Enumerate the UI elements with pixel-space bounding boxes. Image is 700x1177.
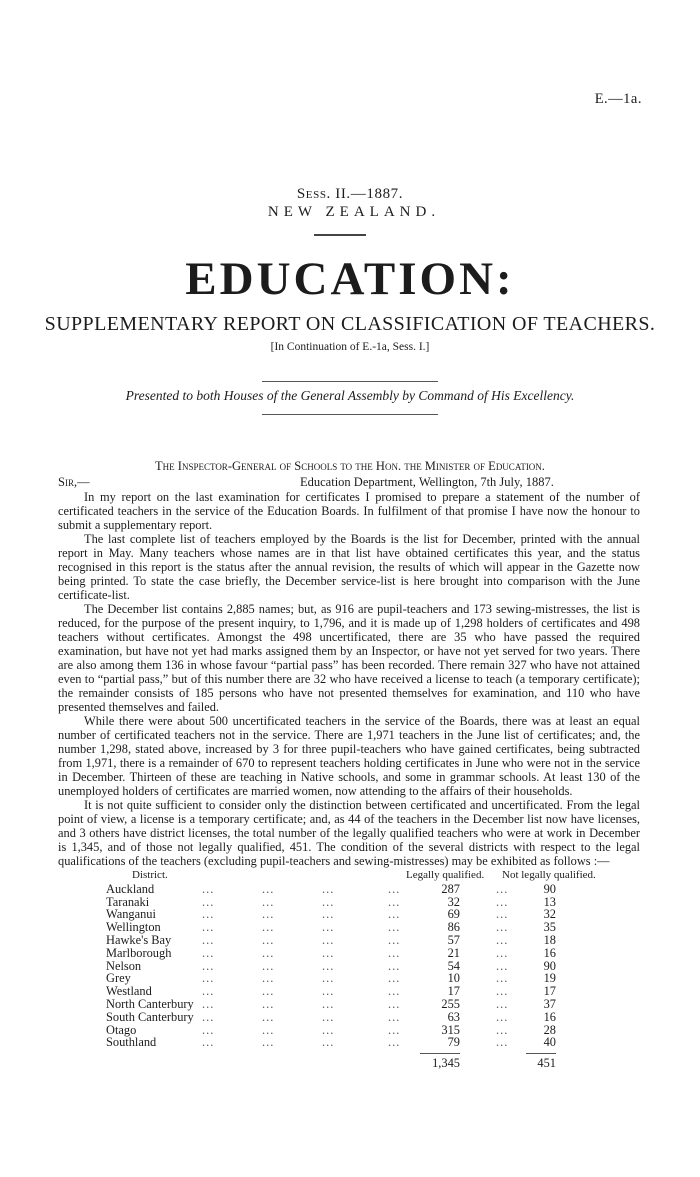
- letter-body: [58, 490, 640, 868]
- leader-dots: ...: [262, 932, 275, 947]
- document-subtitle: SUPPLEMENTARY REPORT ON CLASSIFICATION OF TEACHERS.: [44, 313, 656, 335]
- table-row: [106, 984, 596, 997]
- leader-dots: ...: [322, 907, 335, 922]
- leader-dots: ...: [322, 920, 335, 935]
- legally-qualified-value: 54: [447, 958, 460, 973]
- district-name: North Canterbury: [106, 996, 194, 1011]
- leader-dots: ...: [322, 1035, 335, 1050]
- title-divider: [314, 234, 366, 236]
- leader-dots: ...: [262, 945, 275, 960]
- table-header: [106, 869, 596, 882]
- paragraph: The last complete list of teachers employed by the Boards is the list for December, printed with the annual report in May. Many teachers whose names are in that list have obtained certificates this year, and the status recognised in this report is the status after the annual revision, the results of which will appear in the Gazette now being printed. To state the case briefly, the December service-list is here brought into comparison with the June certificate-list.: [58, 532, 640, 602]
- leader-dots: ...: [262, 1009, 275, 1024]
- leader-dots: ...: [262, 1022, 275, 1037]
- not-legally-qualified-value: 13: [543, 894, 556, 909]
- leader-dots: ...: [202, 894, 215, 909]
- leader-dots: ...: [322, 894, 335, 909]
- table-row: [106, 946, 596, 959]
- document-title: EDUCATION:: [185, 253, 515, 305]
- leader-dots: ...: [262, 958, 275, 973]
- not-legally-qualified-value: 90: [543, 881, 556, 896]
- leader-dots: ...: [388, 881, 401, 896]
- presented-rule-bottom: [262, 414, 438, 415]
- legally-qualified-value: 63: [447, 1009, 460, 1024]
- not-legally-qualified-value: 28: [543, 1022, 556, 1037]
- district-name: Taranaki: [106, 894, 150, 909]
- legally-qualified-value: 10: [447, 971, 460, 986]
- not-legally-qualified-value: 32: [543, 907, 556, 922]
- legally-qualified-value: 287: [441, 881, 460, 896]
- district-name: Marlborough: [106, 945, 172, 960]
- leader-dots: ...: [202, 1035, 215, 1050]
- not-legally-qualified-value: 16: [543, 1009, 556, 1024]
- leader-dots: ...: [496, 932, 509, 947]
- table-row: [106, 907, 596, 920]
- leader-dots: ...: [388, 894, 401, 909]
- leader-dots: ...: [202, 958, 215, 973]
- not-legally-qualified-value: 35: [543, 920, 556, 935]
- leader-dots: ...: [496, 920, 509, 935]
- leader-dots: ...: [496, 971, 509, 986]
- leader-dots: ...: [202, 1009, 215, 1024]
- leader-dots: ...: [322, 1009, 335, 1024]
- leader-dots: ...: [262, 971, 275, 986]
- leader-dots: ...: [322, 996, 335, 1011]
- dateline: Education Department, Wellington, 7th July, 1887.: [300, 475, 554, 489]
- legally-qualified-value: 57: [447, 932, 460, 947]
- leader-dots: ...: [388, 945, 401, 960]
- leader-dots: ...: [496, 1009, 509, 1024]
- not-legally-qualified-value: 19: [543, 971, 556, 986]
- leader-dots: ...: [388, 1035, 401, 1050]
- totals-row: [106, 1056, 596, 1070]
- leader-dots: ...: [262, 920, 275, 935]
- table-row: [106, 882, 596, 895]
- leader-dots: ...: [202, 932, 215, 947]
- not-legally-qualified-value: 17: [543, 984, 556, 999]
- leader-dots: ...: [262, 894, 275, 909]
- session-line: Sess. II.—1887.: [296, 186, 404, 202]
- leader-dots: ...: [388, 984, 401, 999]
- district-name: Grey: [106, 971, 131, 986]
- total-rule-left: [420, 1053, 460, 1054]
- district-name: Nelson: [106, 958, 142, 973]
- paragraph: While there were about 500 uncertificated teachers in the service of the Boards, there was at least an equal number of certificated teachers not in the service. There are 1,971 teachers in the June list of certificates; and, the number 1,298, stated above, increased by 3 for three pupil-teachers who have gained certificates, being subtracted from 1,971, there is a remainder of 670 to represent teachers holding certificates in June who were not in the service in December. Thirteen of these are teaching in Native schools, and some in grammar schools. At least 130 of the unemployed holders of certificates are married women, now attending to the affairs of their households.: [58, 714, 640, 798]
- leader-dots: ...: [388, 1022, 401, 1037]
- leader-dots: ...: [496, 1022, 509, 1037]
- leader-dots: ...: [202, 984, 215, 999]
- district-name: South Canterbury: [106, 1009, 194, 1024]
- table-row: [106, 1035, 596, 1048]
- legally-qualified-value: 69: [447, 907, 460, 922]
- table-row: [106, 971, 596, 984]
- total-rule-row: [106, 1048, 596, 1056]
- header-not-legally-qualified: Not legally qualified.: [502, 869, 596, 881]
- leader-dots: ...: [262, 907, 275, 922]
- table-row: [106, 1023, 596, 1036]
- leader-dots: ...: [322, 984, 335, 999]
- legally-qualified-value: 79: [447, 1035, 460, 1050]
- leader-dots: ...: [202, 945, 215, 960]
- leader-dots: ...: [388, 971, 401, 986]
- not-legally-qualified-value: 37: [543, 996, 556, 1011]
- leader-dots: ...: [496, 984, 509, 999]
- legally-qualified-value: 32: [447, 894, 460, 909]
- leader-dots: ...: [388, 1009, 401, 1024]
- leader-dots: ...: [262, 996, 275, 1011]
- leader-dots: ...: [496, 958, 509, 973]
- total-legally-qualified: 1,345: [432, 1056, 460, 1071]
- district-name: Westland: [106, 984, 152, 999]
- table-row: [106, 1010, 596, 1023]
- not-legally-qualified-value: 40: [543, 1035, 556, 1050]
- legally-qualified-value: 255: [441, 996, 460, 1011]
- presentation-note: Presented to both Houses of the General Assembly by Command of His Excellency.: [125, 388, 575, 403]
- district-name: Southland: [106, 1035, 157, 1050]
- leader-dots: ...: [496, 945, 509, 960]
- legally-qualified-value: 86: [447, 920, 460, 935]
- leader-dots: ...: [202, 907, 215, 922]
- table-row: [106, 920, 596, 933]
- leader-dots: ...: [322, 971, 335, 986]
- district-name: Wellington: [106, 920, 161, 935]
- leader-dots: ...: [388, 958, 401, 973]
- district-name: Wanganui: [106, 907, 156, 922]
- not-legally-qualified-value: 90: [543, 958, 556, 973]
- header-district: District.: [132, 869, 168, 881]
- continuation-note: [In Continuation of E.-1a, Sess. I.]: [270, 341, 430, 353]
- leader-dots: ...: [496, 996, 509, 1011]
- table-row: [106, 933, 596, 946]
- leader-dots: ...: [322, 1022, 335, 1037]
- leader-dots: ...: [202, 881, 215, 896]
- leader-dots: ...: [388, 920, 401, 935]
- leader-dots: ...: [202, 971, 215, 986]
- letter-heading: The Inspector-General of Schools to the Hon. the Minister of Education.: [155, 459, 545, 473]
- leader-dots: ...: [262, 1035, 275, 1050]
- leader-dots: ...: [262, 881, 275, 896]
- leader-dots: ...: [496, 907, 509, 922]
- leader-dots: ...: [496, 1035, 509, 1050]
- leader-dots: ...: [322, 881, 335, 896]
- salutation: Sir,—: [58, 475, 90, 489]
- leader-dots: ...: [322, 932, 335, 947]
- not-legally-qualified-value: 16: [543, 945, 556, 960]
- paragraph: It is not quite sufficient to consider only the distinction between certificated and uncertificated. From the legal point of view, a license is a temporary certificate; and, as 44 of the teachers in the December list now have licenses, and 3 others have district licenses, the total number of the legally qualified teachers who were at work in December is 1,345, and of those not legally qualified, 451. The condition of the several districts with respect to the legal qualifications of the teachers (excluding pupil-teachers and sewing-mistresses) may be exhibited as follows :—: [58, 798, 640, 868]
- table-body: [106, 882, 596, 1048]
- leader-dots: ...: [496, 881, 509, 896]
- not-legally-qualified-value: 18: [543, 932, 556, 947]
- legally-qualified-value: 315: [441, 1022, 460, 1037]
- district-name: Otago: [106, 1022, 137, 1037]
- leader-dots: ...: [322, 958, 335, 973]
- presented-rule-top: [262, 381, 438, 382]
- paragraph: In my report on the last examination for certificates I promised to prepare a statement of the number of certificated teachers in the service of the Education Boards. In fulfilment of that promise I have now the honour to submit a supplementary report.: [58, 490, 640, 532]
- leader-dots: ...: [388, 932, 401, 947]
- legally-qualified-value: 21: [447, 945, 460, 960]
- leader-dots: ...: [202, 920, 215, 935]
- country-line: NEW ZEALAND.: [267, 204, 441, 220]
- leader-dots: ...: [388, 907, 401, 922]
- table-row: [106, 997, 596, 1010]
- leader-dots: ...: [202, 996, 215, 1011]
- document-reference: E.—1a.: [594, 91, 642, 107]
- leader-dots: ...: [388, 996, 401, 1011]
- total-rule-right: [526, 1053, 556, 1054]
- district-name: Hawke's Bay: [106, 932, 172, 947]
- table-row: [106, 959, 596, 972]
- paragraph: The December list contains 2,885 names; but, as 916 are pupil-teachers and 173 sewing-mistresses, the list is reduced, for the purpose of the present inquiry, to 1,796, and it is made up of 1,298 holders of certificates and 498 teachers without certificates. Amongst the 498 uncertificated, there are 35 who have passed the required examination, but have not yet had marks assigned them by an Inspector, or have not yet served for two years. There are also among them 136 in whose favour “partial pass” has been recorded. There remain 327 who have not attained even to “partial pass,” but of this number there are 32 who have received a license to teach (a temporary certificate); the remainder consists of 185 persons who have not presented themselves for examination, and 110 who have presented themselves and failed.: [58, 602, 640, 714]
- district-name: Auckland: [106, 881, 155, 896]
- leader-dots: ...: [322, 945, 335, 960]
- total-not-legally-qualified: 451: [537, 1056, 556, 1071]
- legally-qualified-value: 17: [447, 984, 460, 999]
- table-row: [106, 895, 596, 908]
- district-table: [106, 869, 596, 1070]
- leader-dots: ...: [262, 984, 275, 999]
- leader-dots: ...: [496, 894, 509, 909]
- leader-dots: ...: [202, 1022, 215, 1037]
- header-legally-qualified: Legally qualified.: [406, 869, 485, 881]
